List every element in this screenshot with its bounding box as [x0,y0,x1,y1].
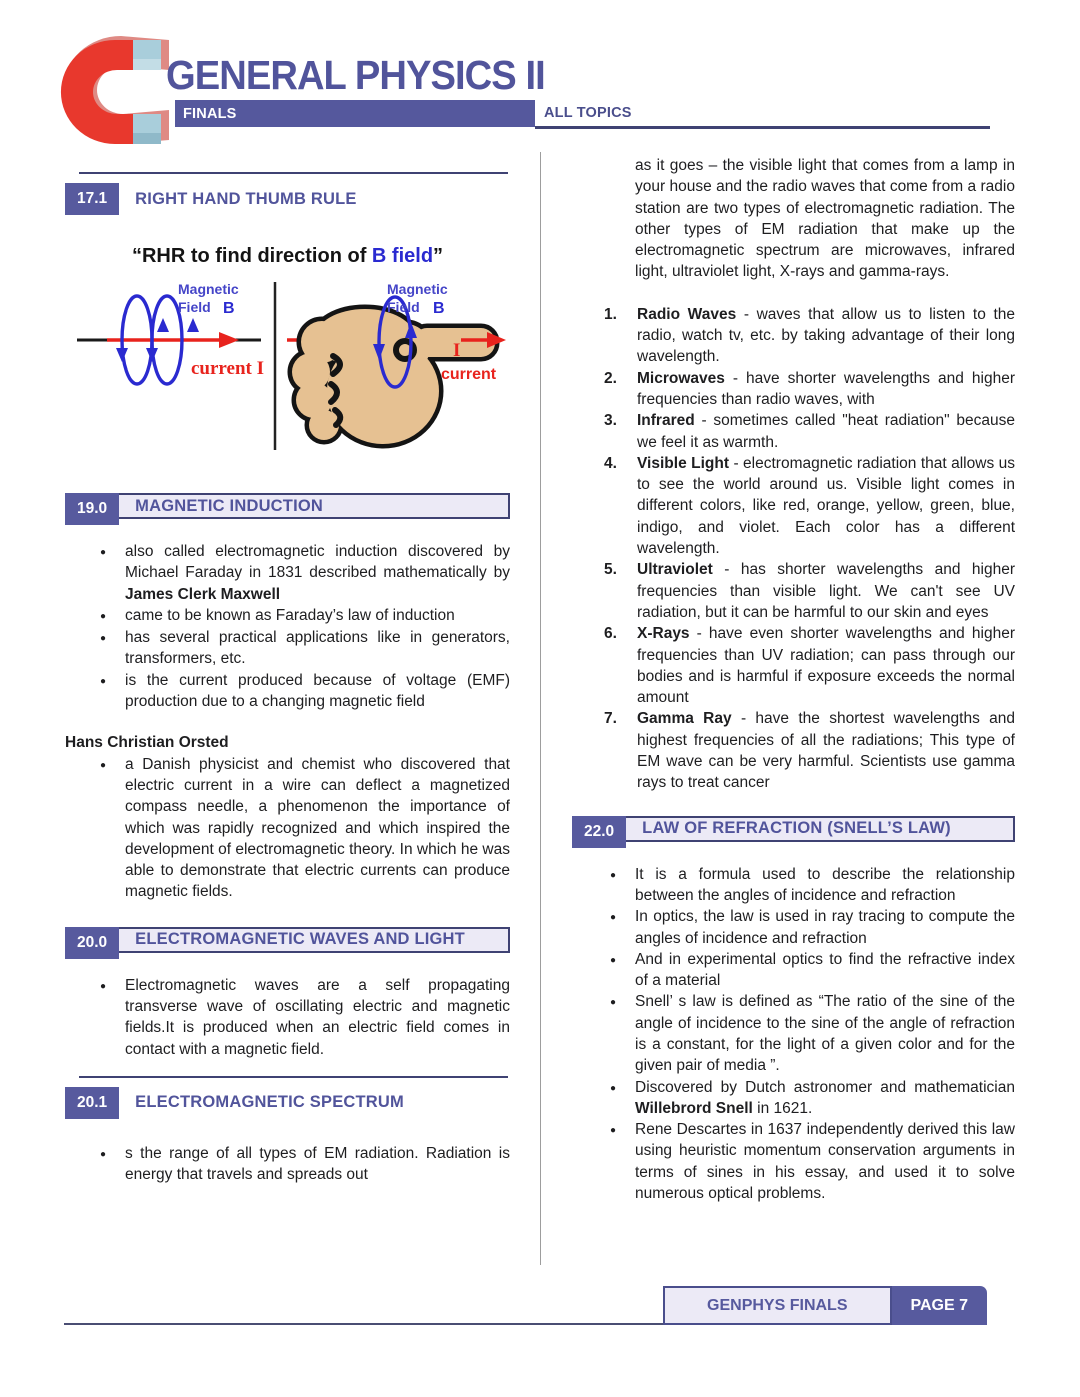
text-segment: - sometimes called "heat radiation" because we feel it as warmth. [637,412,1015,451]
current-label: current [441,366,497,383]
text-segment: came to be known as Faraday’s law of induction [125,606,455,624]
spectrum-list [65,1143,510,1186]
text-segment: - has shorter wavelengths and higher frequencies than visible light. We can't see UV radiation, but it can be harmful to our skin and eyes [637,561,1015,621]
page-title: GENERAL PHYSICS II [166,52,545,98]
text-segment: - have even shorter wavelengths and higher frequencies than UV radiation; can pass through our bodies and is harmful if exposure exceeds the normal amount [637,625,1015,707]
text-segment: Gamma Ray [637,710,732,728]
bullet-glyph: ● [610,997,617,1009]
text-segment: - waves that allow us to listen to the radio, watch tv, etc. by taking advantage of their long wavelength. [637,305,1016,366]
item-text [125,627,510,670]
bullet-glyph: ● [610,1125,617,1137]
text-segment: in 1621. [752,1099,813,1117]
left-column [65,152,510,1204]
bullet-glyph: ● [610,1082,617,1094]
item-number: 5. [604,561,617,579]
section-number-badge: 19.0 [65,493,119,525]
magnetic-induction-list [65,541,510,712]
item-text [125,754,510,903]
em-waves-list [65,975,510,1060]
item-text [637,453,1015,559]
item-text [125,670,510,713]
text-segment: - have the shortest wavelengths and highest frequencies of all the radiations; This type of EM wave can be very harmful. Scientists use gamma rays to treat cancer [637,710,1015,792]
text-segment: Snell’ s law is defined as “The ratio of the sine of the angle of incidence to the sine of the angle of refraction is a constant, for the light of a given color and for the given pair of media ”. [635,993,1015,1075]
section-number-badge: 20.1 [65,1087,119,1119]
em-type-item [572,304,1015,368]
orsted-bullet [65,754,510,903]
text-segment: has several practical applications like in generators, transformers, etc. [125,629,510,668]
bullet-glyph: ● [100,675,107,687]
item-text [637,368,1015,411]
item-number: 2. [604,369,617,387]
figure-caption [65,245,510,268]
bullet-glyph: ● [100,633,107,645]
text-segment: also called electromagnetic induction discovered by Michael Faraday in 1831 described mathematically by [125,543,510,582]
item-number: 1. [604,305,617,323]
orsted-heading: Hans Christian Orsted [65,734,229,752]
wire-field-panel [77,281,264,384]
text-segment: In optics, the law is used in ray tracing to compute the angles of incidence and refraction [635,908,1015,947]
section-header-20-1 [65,1076,510,1119]
orsted-list [65,754,510,903]
snell-bullet [572,991,1015,1076]
bullet-glyph: ● [100,759,107,771]
bullet-glyph: ● [100,610,107,622]
snell-bullet [572,949,1015,992]
snell-bullet [572,1077,1015,1120]
text-segment: James Clerk Maxwell [125,585,281,603]
right-column [572,152,1015,1204]
section-number-badge: 17.1 [65,183,119,215]
bullet-glyph: ● [610,869,617,881]
current-i-label: current I [191,358,264,379]
snell-bullet [572,864,1015,907]
text-segment: Rene Descartes in 1637 independently derived this law using heuristic momentum conservation arguments in terms of sines in his essay, and used it to solve numerous optical problems. [635,1121,1015,1203]
section-topline [79,1076,508,1078]
snell-law-list [572,864,1015,1205]
section-number-badge: 20.0 [65,927,119,959]
right-hand-panel [287,281,506,444]
tab-finals[interactable] [175,100,535,127]
intro-paragraph: as it goes – the visible light that comes from a lamp in your house and the radio waves that come from a radio station are two types of electromagnetic radiation. The other types of EM radiation that make up the electromagnetic spectrum are microwaves, infrared light, ultraviolet light, X-rays and gamma-rays. [635,157,1015,281]
em-radiation-types-list [572,304,1015,794]
text-segment: Ultraviolet [637,561,713,579]
em-type-item [572,623,1015,708]
em-waves-bullet [65,975,510,1060]
item-text [637,559,1015,623]
text-segment: Electromagnetic waves are a self propagating transverse wave of oscillating electric and magnetic fields.It is produced when an electric field comes in contact with a magnetic field. [125,976,510,1058]
item-number: 4. [604,454,617,472]
item-text [637,623,1015,708]
induction-bullet [65,670,510,713]
snell-bullet [572,1119,1015,1204]
text-segment: a Danish physicist and chemist who discovered that electric current in a wire can deflect a magnetized compass needle, a phenomenon the importance of which was rapidly recognized and which inspired the development of electromagnetic theory. In which he was able to demonstrate that electric currents can produce magnetic fields. [125,755,510,901]
item-number: 7. [604,710,617,728]
text-segment: Discovered by Dutch astronomer and mathematician [635,1078,1015,1096]
text-segment: “RHR to find direction of [131,245,372,267]
em-type-item [572,410,1015,453]
text-segment: Visible Light [637,454,730,472]
bullet-glyph: ● [100,980,107,992]
magnetic-field-label-line2: Field [178,299,211,315]
section-header-19-0 [65,493,510,519]
bullet-glyph: ● [100,547,107,558]
em-type-item [572,708,1015,793]
text-segment: ” [433,245,444,267]
spectrum-bullet [65,1143,510,1186]
item-text [125,1143,510,1186]
em-type-item [572,368,1015,411]
item-text [125,541,510,605]
text-segment: is the current produced because of voltage (EMF) production due to a changing magnetic field [125,671,510,711]
item-number: 3. [604,412,617,430]
tab-all-topics[interactable] [535,100,990,129]
item-text [635,1077,1015,1120]
text-segment: B field [371,245,434,267]
magnet-logo-icon [53,34,175,146]
footer-line [64,1323,675,1326]
bullet-glyph: ● [100,1148,107,1160]
item-text [635,991,1015,1076]
text-segment: s the range of all types of EM radiation. Radiation is energy that travels and spreads out [125,1144,510,1184]
item-text [635,949,1015,992]
text-segment: - have shorter wavelengths and higher frequencies than radio waves, with [637,369,1015,408]
b-symbol: B [223,300,235,317]
section-title: ELECTROMAGNETIC SPECTRUM [135,1093,404,1112]
item-text [637,708,1015,793]
bullet-glyph: ● [610,912,617,924]
section-title: LAW OF REFRACTION (SNELL’S LAW) [642,819,951,838]
induction-bullet [65,541,510,605]
section-number-badge: 22.0 [572,816,626,848]
footer-course-tag: GENPHYS FINALS [663,1286,891,1325]
text-segment: Radio Waves [637,305,737,323]
text-segment: Microwaves [637,369,725,387]
em-type-item [572,559,1015,623]
section-topline [79,172,508,174]
item-number: 6. [604,625,617,643]
rhr-diagram [65,278,510,460]
section-header-17-1 [65,172,510,215]
section-title: RIGHT HAND THUMB RULE [135,189,357,208]
page-footer [64,1286,987,1325]
em-type-item [572,453,1015,559]
text-segment: Willebrord Snell [635,1099,753,1117]
i-symbol: I [453,340,461,361]
section-title: MAGNETIC INDUCTION [135,496,324,515]
item-text [125,605,510,627]
magnetic-field-label-line1: Magnetic [178,281,239,297]
text-segment: - electromagnetic radiation that allows us to see the world around us. Visible light comes in different colors, like red, orange, yellow, green, blue, indigo, and violet. Each color has a different wavelength. [637,454,1016,558]
section-header-22-0 [572,816,1015,842]
all-topics-label: ALL TOPICS [544,105,632,121]
bullet-glyph: ● [610,954,617,966]
magnetic-field-label2-line2: Field [387,299,420,315]
item-text [635,864,1015,907]
induction-bullet [65,605,510,627]
text-segment: X-Rays [637,625,690,643]
magnetic-field-label2-line1: Magnetic [387,281,448,297]
page-header [0,0,1080,152]
footer-page-number: PAGE 7 [892,1286,988,1325]
text-segment: Infrared [637,412,695,430]
item-text [635,1119,1015,1204]
section-title: ELECTROMAGNETIC WAVES AND LIGHT [135,930,465,949]
text-segment: It is a formula used to describe the relationship between the angles of incidence and refraction [635,865,1015,904]
column-divider [540,152,541,1265]
induction-bullet [65,627,510,670]
item-text [125,975,510,1060]
snell-bullet [572,906,1015,949]
b-symbol-2: B [433,300,445,317]
item-text [635,906,1015,949]
item-text [637,304,1015,368]
section-header-20-0 [65,927,510,953]
text-segment: And in experimental optics to find the refractive index of a material [635,950,1015,990]
finals-label: FINALS [183,105,237,122]
rhr-figure [65,245,510,465]
item-text [637,410,1015,453]
